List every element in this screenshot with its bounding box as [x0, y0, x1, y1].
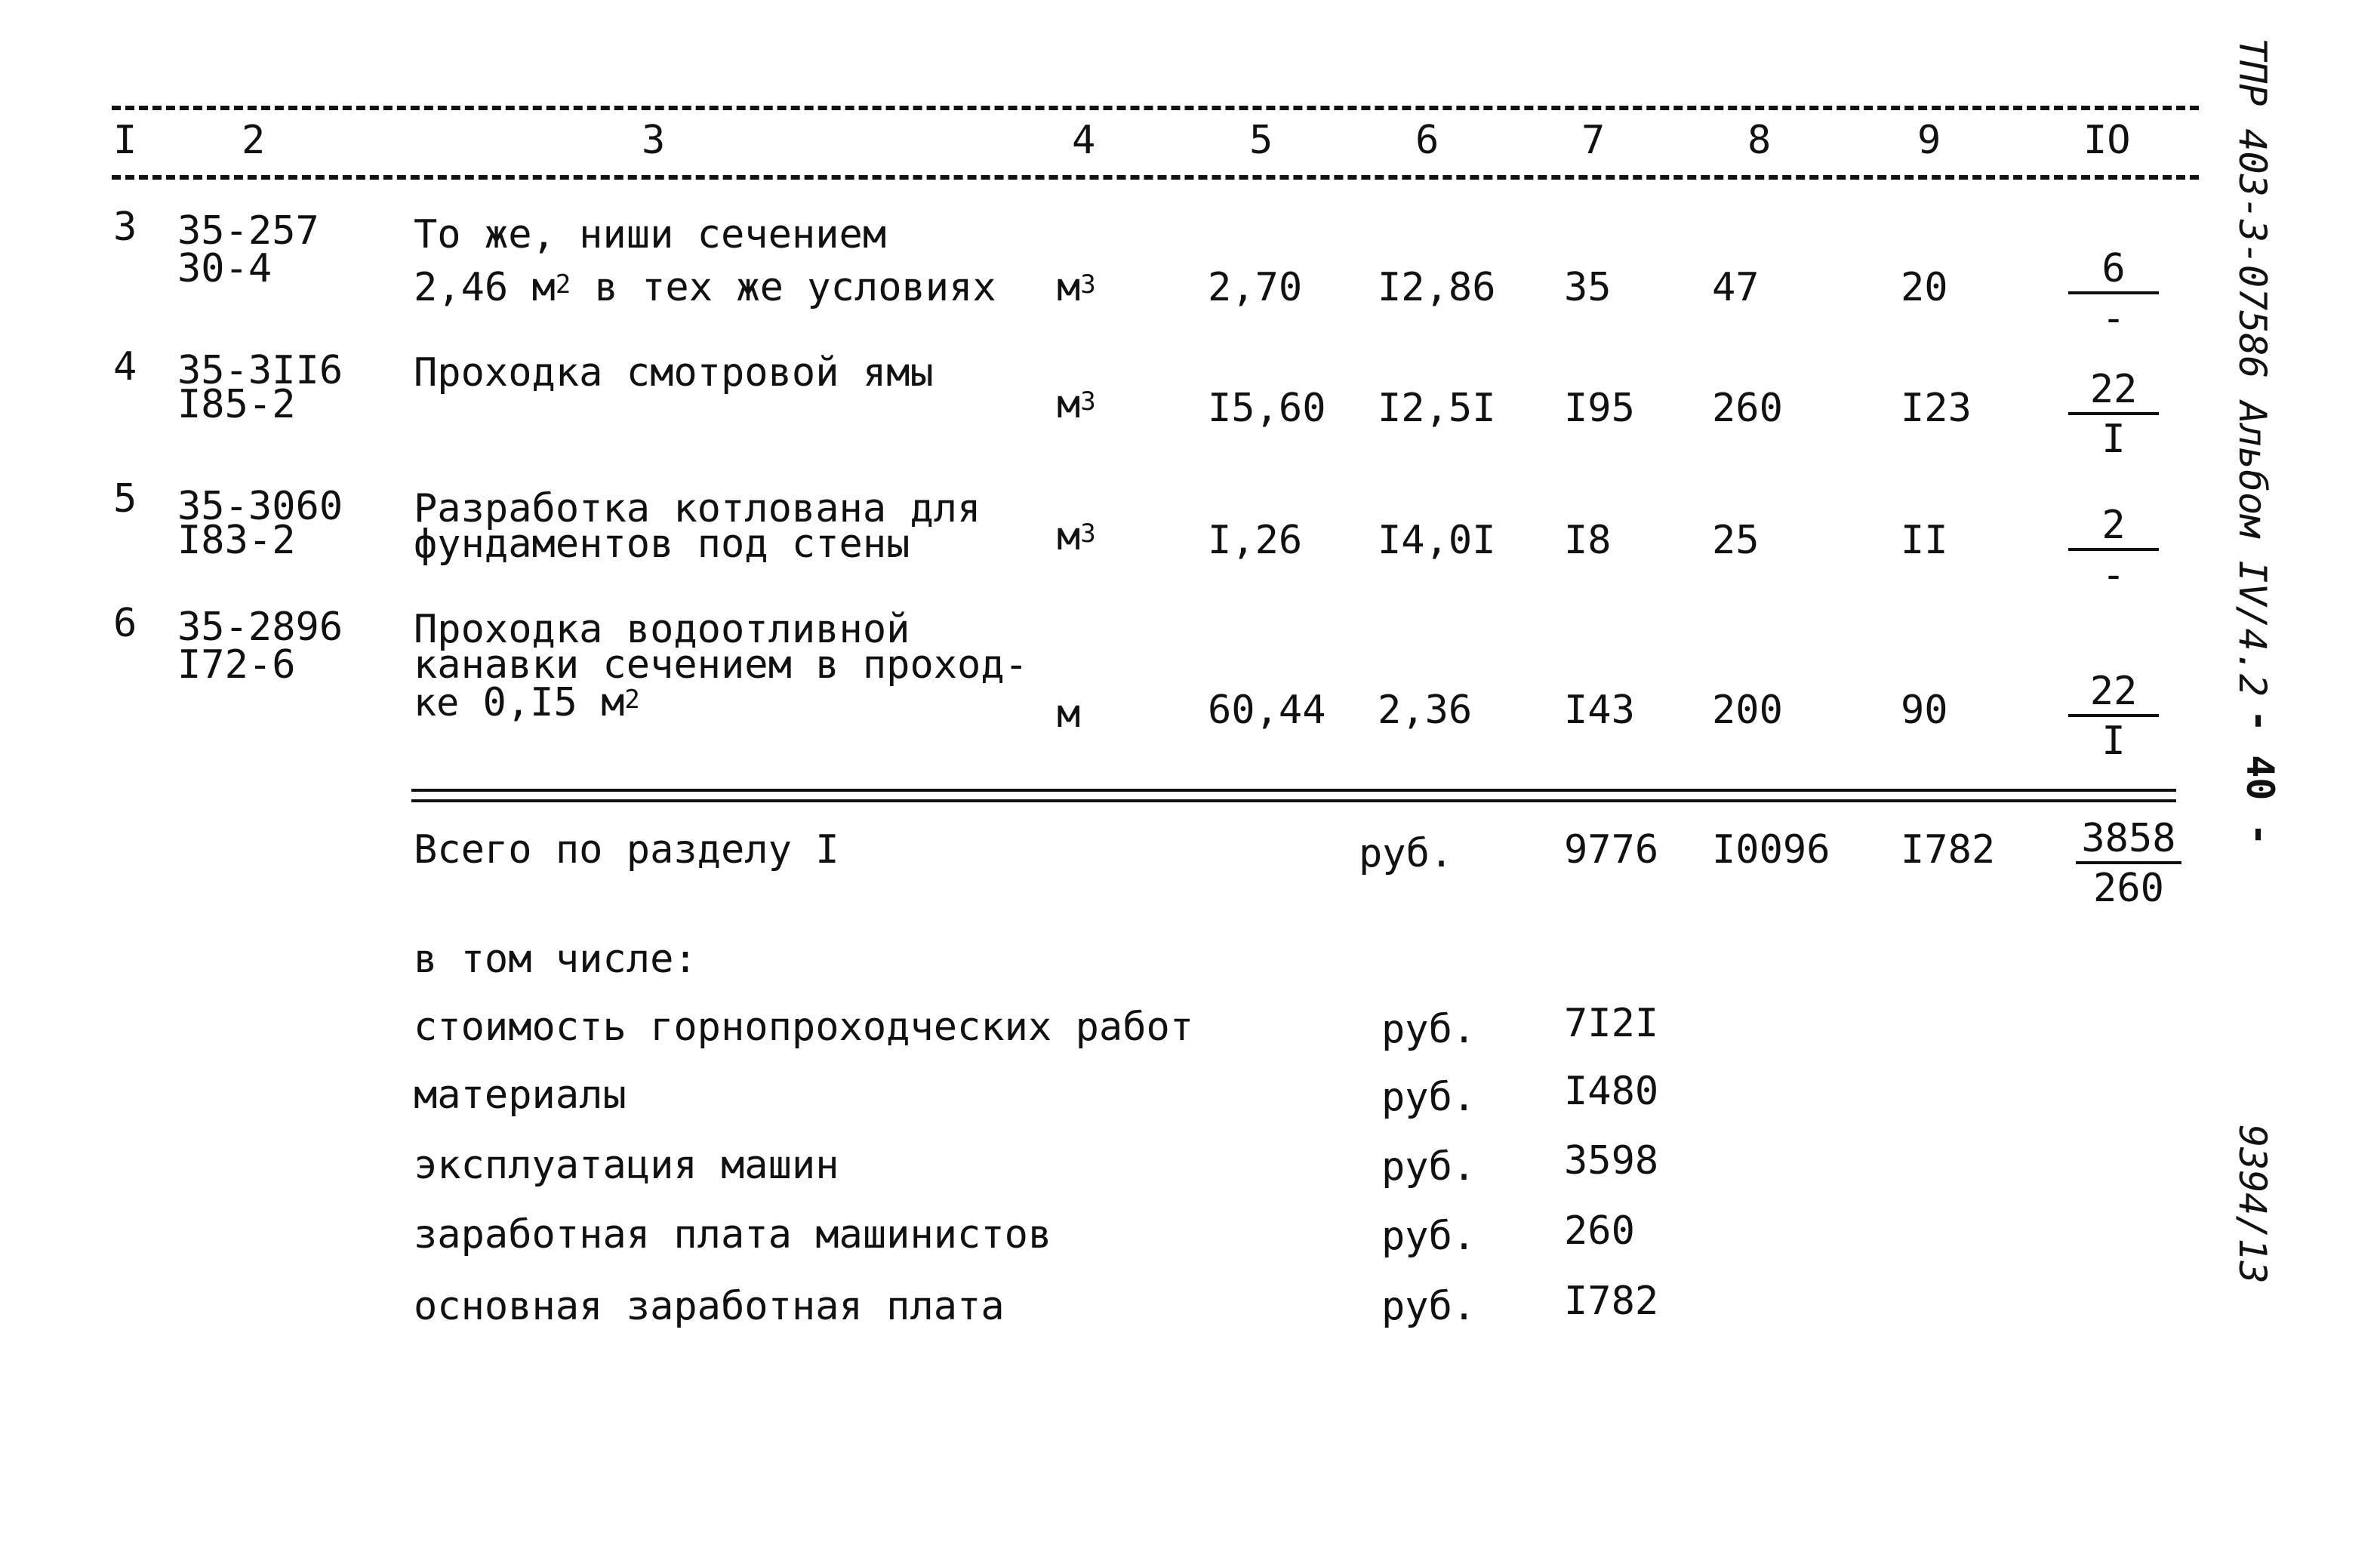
breakdown-unit: руб.: [1381, 1075, 1476, 1120]
breakdown-value: I480: [1564, 1069, 1659, 1114]
col8-value: 47: [1712, 265, 1760, 310]
section-total-label: Всего по разделу I: [414, 827, 839, 873]
row-number: 3: [113, 205, 137, 250]
rate-subcode: I83-2: [177, 518, 296, 563]
row-number: 5: [113, 476, 137, 522]
col10-fraction: 6 -: [2068, 249, 2159, 338]
col-header-3: 3: [642, 118, 666, 163]
quantity: I5,60: [1208, 386, 1326, 431]
section-total-col9: I782: [1901, 827, 1996, 873]
work-description-line2: фундаментов под стены: [414, 522, 910, 567]
unit-price: I2,86: [1378, 265, 1496, 310]
breakdown-unit: руб.: [1381, 1214, 1476, 1259]
col-header-2: 2: [242, 118, 266, 163]
work-description-line3: ке 0,I5 $м^2$: [414, 680, 640, 725]
unit: м: [1057, 691, 1081, 737]
rate-code: 35-257: [177, 208, 319, 254]
col10-fraction: $\frac{22}{I}$: [2068, 370, 2159, 459]
breakdown-label: стоимость горнопроходческих работ: [414, 1005, 1194, 1050]
col10-fraction: 2 -: [2068, 506, 2159, 595]
page-number: - 40 -: [2238, 709, 2282, 846]
breakdown-label: материалы: [414, 1073, 627, 1118]
breakdown-label: заработная плата машинистов: [414, 1212, 1052, 1257]
breakdown-value: 3598: [1564, 1138, 1659, 1183]
breakdown-value: 7I2I: [1564, 1001, 1659, 1046]
unit: $м^3$: [1057, 382, 1096, 427]
row-number: 6: [113, 601, 137, 646]
header-top-rule: [112, 106, 2199, 110]
quantity: 2,70: [1208, 265, 1303, 310]
breakdown-unit: руб.: [1381, 1007, 1476, 1052]
col-header-10: IO: [2083, 118, 2131, 163]
col-header-6: 6: [1415, 118, 1439, 163]
unit-price: I4,0I: [1378, 518, 1496, 563]
quantity: 60,44: [1208, 688, 1326, 733]
unit: $м^3$: [1057, 265, 1096, 310]
col10-fraction: $\frac{22}{I}$: [2068, 672, 2159, 761]
breakdown-value: 260: [1564, 1208, 1635, 1254]
col8-value: 25: [1712, 518, 1760, 563]
col8-value: 200: [1712, 688, 1783, 733]
section-total-rule: [411, 789, 2176, 802]
col-header-5: 5: [1249, 118, 1273, 163]
total-cost: I95: [1564, 386, 1635, 431]
col9-value: I23: [1901, 386, 1972, 431]
work-description: То же, ниши сечением: [414, 212, 887, 257]
col-header-9: 9: [1917, 118, 1941, 163]
unit: $м^3$: [1057, 514, 1096, 559]
total-cost: 35: [1564, 265, 1612, 310]
breakdown-value: I782: [1564, 1279, 1659, 1324]
breakdown-title: в том числе:: [414, 937, 697, 982]
col-header-8: 8: [1747, 118, 1772, 163]
col-header-7: 7: [1581, 118, 1606, 163]
album-reference: ТПР 403-3-07586 Альбом IV/4.2: [2231, 38, 2274, 697]
col8-value: 260: [1712, 386, 1783, 431]
work-description: Проходка водоотливной: [414, 607, 910, 652]
rate-code: 35-2896: [177, 605, 343, 650]
col9-value: 90: [1901, 688, 1948, 733]
section-total-col10: $\frac{3858}{260}$: [2076, 819, 2181, 908]
breakdown-label: основная заработная плата: [414, 1284, 1005, 1329]
unit-price: 2,36: [1378, 688, 1473, 733]
work-description-line2: 2,46 $м^2$ в тех же условиях: [414, 265, 996, 310]
total-cost: I8: [1564, 518, 1612, 563]
document-stamp: 9394/13: [2231, 1125, 2274, 1284]
breakdown-unit: руб.: [1381, 1284, 1476, 1329]
rate-subcode: I85-2: [177, 382, 296, 427]
section-total-unit: руб.: [1359, 831, 1454, 876]
rate-subcode: 30-4: [177, 246, 272, 291]
breakdown-label: эксплуатация машин: [414, 1143, 839, 1188]
unit-price: I2,5I: [1378, 386, 1496, 431]
header-bottom-rule: [112, 175, 2199, 180]
col-header-4: 4: [1072, 118, 1096, 163]
section-total-col8: I0096: [1712, 827, 1830, 873]
work-description: Проходка смотровой ямы: [414, 350, 934, 396]
rate-subcode: I72-6: [177, 642, 296, 688]
work-description: Разработка котлована для: [414, 486, 981, 531]
breakdown-unit: руб.: [1381, 1144, 1476, 1190]
total-cost: I43: [1564, 688, 1635, 733]
rate-code: 35-3II6: [177, 348, 343, 393]
col9-value: 20: [1901, 265, 1948, 310]
col9-value: II: [1901, 518, 1948, 563]
work-description-line2: канавки сечением в проход-: [414, 642, 1028, 688]
section-total-col7: 9776: [1564, 827, 1659, 873]
quantity: I,26: [1208, 518, 1303, 563]
row-number: 4: [113, 344, 137, 389]
col-header-1: I: [113, 118, 137, 163]
rate-code: 35-3060: [177, 484, 343, 529]
